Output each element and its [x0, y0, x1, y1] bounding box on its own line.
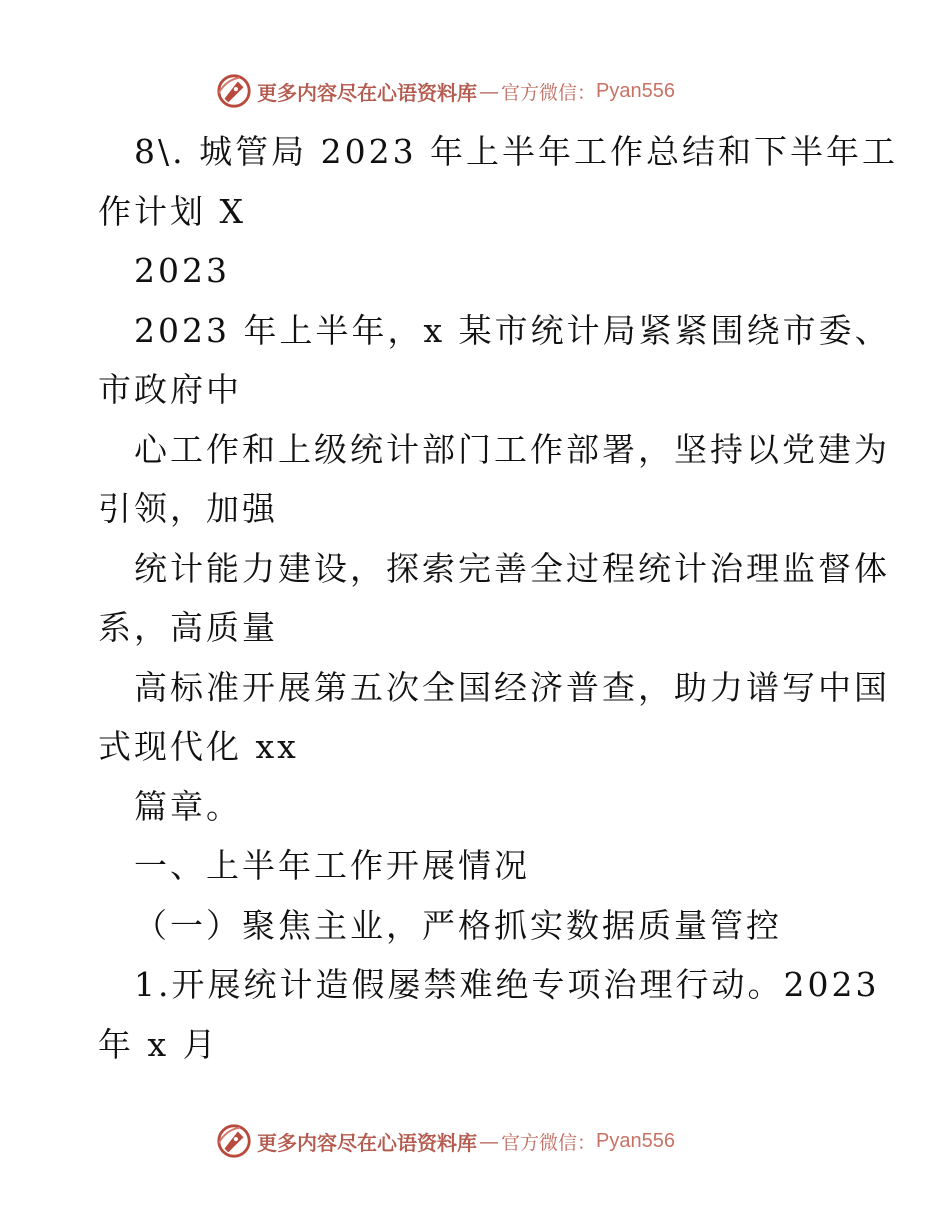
watermark-text: 更多内容尽在心语资料库 — [257, 80, 477, 105]
watermark-wechat-label: 官方微信： — [501, 81, 597, 104]
pen-nib-logo-icon — [215, 1122, 253, 1160]
footer-watermark — [0, 1121, 950, 1161]
text-line: 1.开展统计造假屡禁难绝专项治理行动。2023 — [134, 965, 880, 1004]
watermark-separator: — — [479, 79, 499, 103]
text-line: 年 x 月 — [98, 1024, 219, 1064]
text-line: 篇章。 — [134, 786, 242, 826]
text-line: （一）聚焦主业，严格抓实数据质量管控 — [134, 905, 782, 945]
text-line: 心工作和上级统计部门工作部署，坚持以党建为 — [134, 429, 890, 469]
watermark-text: 更多内容尽在心语资料库 — [257, 1130, 477, 1155]
text-line: 高标准开展第五次全国经济普查，助力谱写中国 — [134, 667, 890, 707]
text-line: 作计划 X — [98, 191, 246, 231]
text-line: 系，高质量 — [98, 608, 278, 647]
text-line: 一、上半年工作开展情况 — [134, 846, 530, 885]
watermark-separator: — — [479, 1129, 499, 1153]
text-line: 市政府中 — [98, 370, 242, 409]
text-line: 2023 年上半年，x 某市统计局紧紧围绕市委、 — [134, 310, 891, 350]
text-line: 8\. 城管局 2023 年上半年工作总结和下半年工 — [134, 132, 899, 171]
text-line: 式现代化 xx — [98, 727, 299, 766]
text-line: 2023 — [134, 251, 230, 290]
text-line: 引领，加强 — [98, 489, 278, 528]
watermark-wechat-id: Pyan556 — [596, 1129, 675, 1152]
pen-nib-logo-icon — [215, 72, 253, 110]
watermark-wechat-id: Pyan556 — [596, 79, 675, 102]
header-watermark — [0, 71, 950, 111]
text-line: 统计能力建设，探索完善全过程统计治理监督体 — [134, 548, 890, 588]
document-body — [98, 122, 899, 1074]
watermark-wechat-label: 官方微信： — [501, 1131, 597, 1154]
